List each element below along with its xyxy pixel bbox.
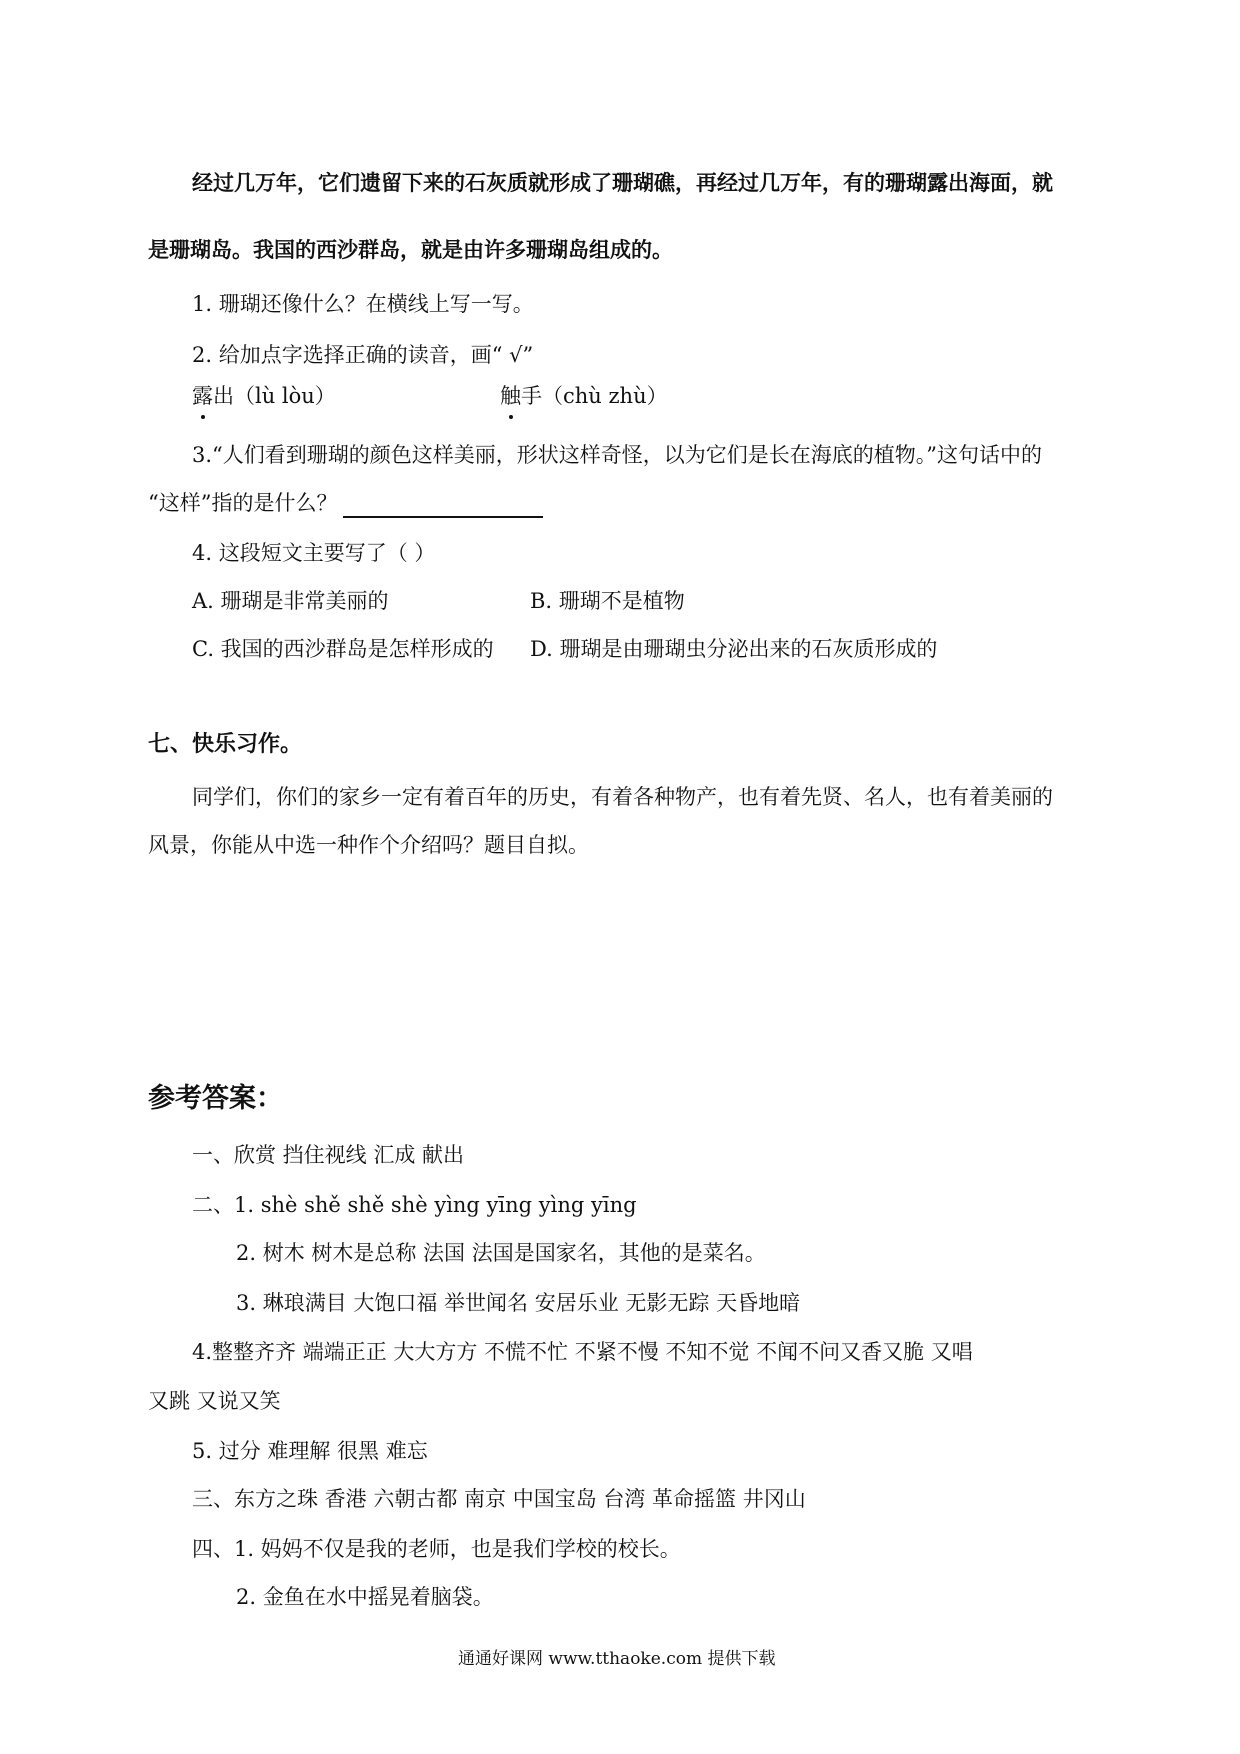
question-2-item-1: [192, 381, 336, 411]
question-2: 2. 给加点字选择正确的读音，画“ √”: [192, 343, 534, 367]
pinyin-options: 手（chù zhù）: [521, 384, 668, 408]
option-d: D. 珊瑚是由珊瑚虫分泌出来的石灰质形成的: [530, 637, 938, 661]
dotted-char: 触: [500, 381, 521, 411]
passage-line-2: 是珊瑚岛。我国的西沙群岛，就是由许多珊瑚岛组成的。: [148, 238, 673, 262]
option-c: C. 我国的西沙群岛是怎样形成的: [192, 637, 494, 661]
section-7-line-1: 同学们，你们的家乡一定有着百年的历史，有着各种物产，也有着先贤、名人，也有着美丽的: [192, 785, 1053, 809]
footer-text: 通通好课网 www.tthaoke.com 提供下载: [458, 1649, 776, 1669]
option-b: B. 珊瑚不是植物: [530, 589, 685, 613]
question-1: 1. 珊瑚还像什么？在横线上写一写。: [192, 292, 534, 316]
answer-2-3: 3. 琳琅满目 大饱口福 举世闻名 安居乐业 无影无踪 天昏地暗: [236, 1291, 801, 1315]
answers-title: 参考答案：: [148, 1083, 283, 1114]
answer-blank-line[interactable]: [343, 496, 543, 518]
answer-2-1: 二、1. shè shě shě shè yìng yīng yìng yīng: [192, 1193, 637, 1217]
dotted-char: 露: [192, 381, 213, 411]
answer-4-line-2: 又跳 又说又笑: [148, 1389, 281, 1413]
question-4: 4. 这段短文主要写了（ ）: [192, 541, 436, 565]
option-a: A. 珊瑚是非常美丽的: [192, 589, 389, 613]
answer-1: 一、欣赏 挡住视线 汇成 献出: [192, 1143, 465, 1167]
question-2-item-2: [500, 381, 668, 411]
answer-4s-2: 2. 金鱼在水中摇晃着脑袋。: [236, 1585, 494, 1609]
question-3-line-1: 3.“人们看到珊瑚的颜色这样美丽，形状这样奇怪，以为它们是长在海底的植物。”这句话中的: [192, 443, 1043, 467]
answer-4-line-1: 4.整整齐齐 端端正正 大大方方 不慌不忙 不紧不慢 不知不觉 不闻不问又香又脆 又唱: [192, 1340, 973, 1364]
pinyin-options: 出（lù lòu）: [213, 384, 336, 408]
question-3-line-2: [148, 488, 543, 518]
answer-3: 三、东方之珠 香港 六朝古都 南京 中国宝岛 台湾 革命摇篮 井冈山: [192, 1487, 806, 1511]
section-7-title: 七、快乐习作。: [148, 732, 303, 757]
passage-line-1: 经过几万年，它们遗留下来的石灰质就形成了珊瑚礁，再经过几万年，有的珊瑚露出海面，就: [192, 171, 1053, 195]
question-3-text: “这样”指的是什么？: [148, 491, 338, 515]
answer-2-2: 2. 树木 树木是总称 法国 法国是国家名，其他的是菜名。: [236, 1241, 766, 1265]
section-7-line-2: 风景，你能从中选一种作个介绍吗？题目自拟。: [148, 833, 589, 857]
answer-5: 5. 过分 难理解 很黑 难忘: [192, 1439, 428, 1463]
answer-4s-1: 四、1. 妈妈不仅是我的老师，也是我们学校的校长。: [192, 1537, 681, 1561]
